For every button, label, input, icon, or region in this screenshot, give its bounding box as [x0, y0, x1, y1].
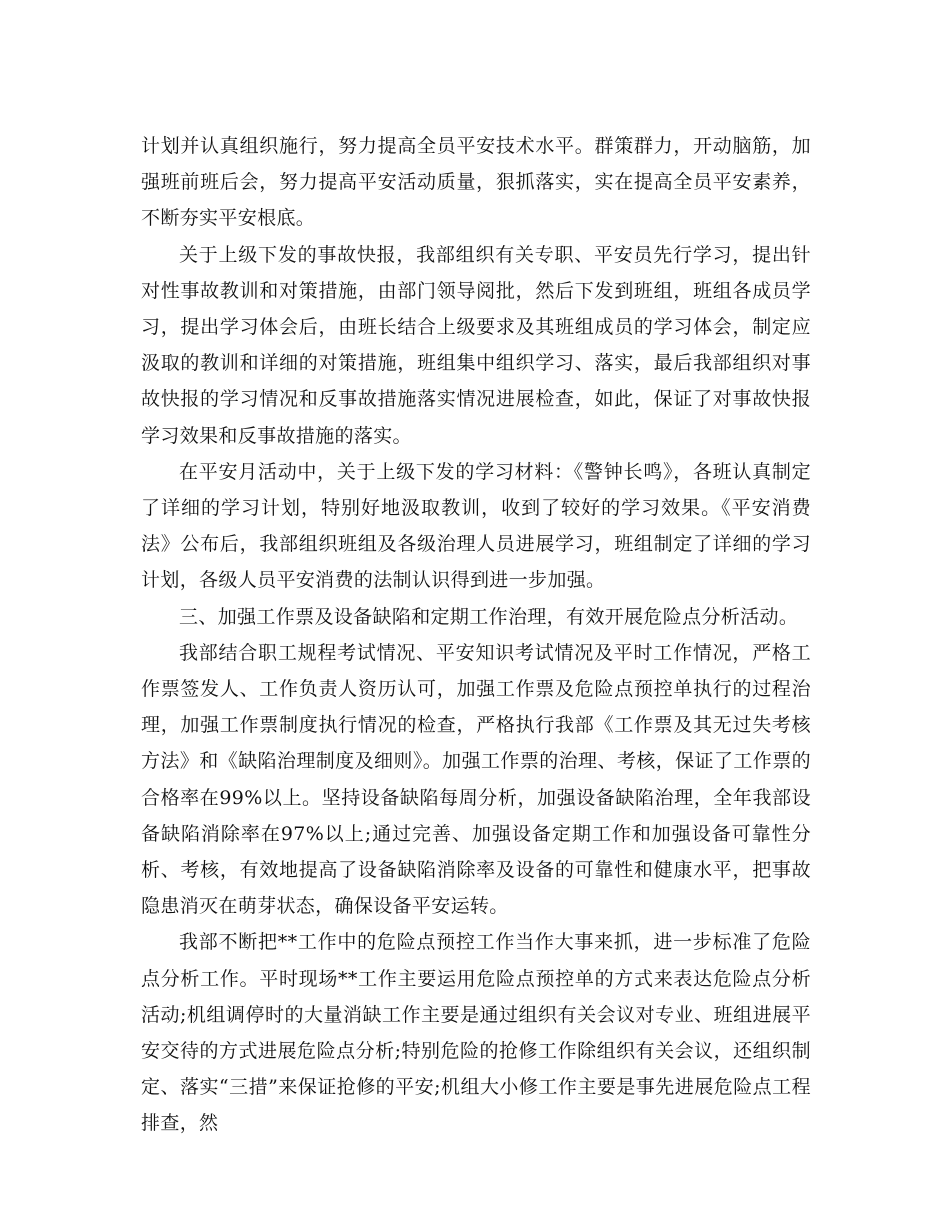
- paragraph-6: 我部不断把**工作中的危险点预控工作当作大事来抓，进一步标准了危险点分析工作。平时现场**工作主要运用危险点预控单的方式来表达危险点分析活动;机组调停时的大量消缺工作主要是通过组织有关会议对专业、班组进展平安交待的方式进展危险点分析;特别危险的抢修工作除组织有关会议，还组织制定、落实“三措”来保证抢修的平安;机组大小修工作主要是事先进展危险点工程排查，然: [141, 931, 811, 1135]
- paragraph-5: 我部结合职工规程考试情况、平安知识考试情况及平时工作情况，严格工作票签发人、工作负责人资历认可，加强工作票及危险点预控单执行的过程治理，加强工作票制度执行情况的检查，严格执行我部《工作票及其无过失考核方法》和《缺陷治理制度及细则》。加强工作票的治理、考核，保证了工作票的合格率在99%以上。坚持设备缺陷每周分析，加强设备缺陷治理，全年我部设备缺陷消除率在97%以上;通过完善、加强设备定期工作和加强设备可靠性分析、考核，有效地提高了设备缺陷消除率及设备的可靠性和健康水平，把事故隐患消灭在萌芽状态，确保设备平安运转。: [141, 641, 811, 918]
- paragraph-3: 在平安月活动中，关于上级下发的学习材料：《警钟长鸣》，各班认真制定了详细的学习计划，特别好地汲取教训，收到了较好的学习效果。《平安消费法》公布后，我部组织班组及各级治理人员进展学习，班组制定了详细的学习计划，各级人员平安消费的法制认识得到进一步加强。: [141, 460, 811, 592]
- document-body: [141, 128, 811, 1142]
- paragraph-2: 关于上级下发的事故快报，我部组织有关专职、平安员先行学习，提出针对性事故教训和对策措施，由部门领导阅批，然后下发到班组，班组各成员学习，提出学习体会后，由班长结合上级要求及其班组成员的学习体会，制定应汲取的教训和详细的对策措施，班组集中组织学习、落实，最后我部组织对事故快报的学习情况和反事故措施落实情况进展检查，如此，保证了对事故快报学习效果和反事故措施的落实。: [141, 243, 811, 447]
- section-heading-3: 三、加强工作票及设备缺陷和定期工作治理，有效开展危险点分析活动。: [179, 605, 799, 628]
- paragraph-1: 计划并认真组织施行，努力提高全员平安技术水平。群策群力，开动脑筋，加强班前班后会，努力提高平安活动质量，狠抓落实，实在提高全员平安素养，不断夯实平安根底。: [141, 135, 811, 230]
